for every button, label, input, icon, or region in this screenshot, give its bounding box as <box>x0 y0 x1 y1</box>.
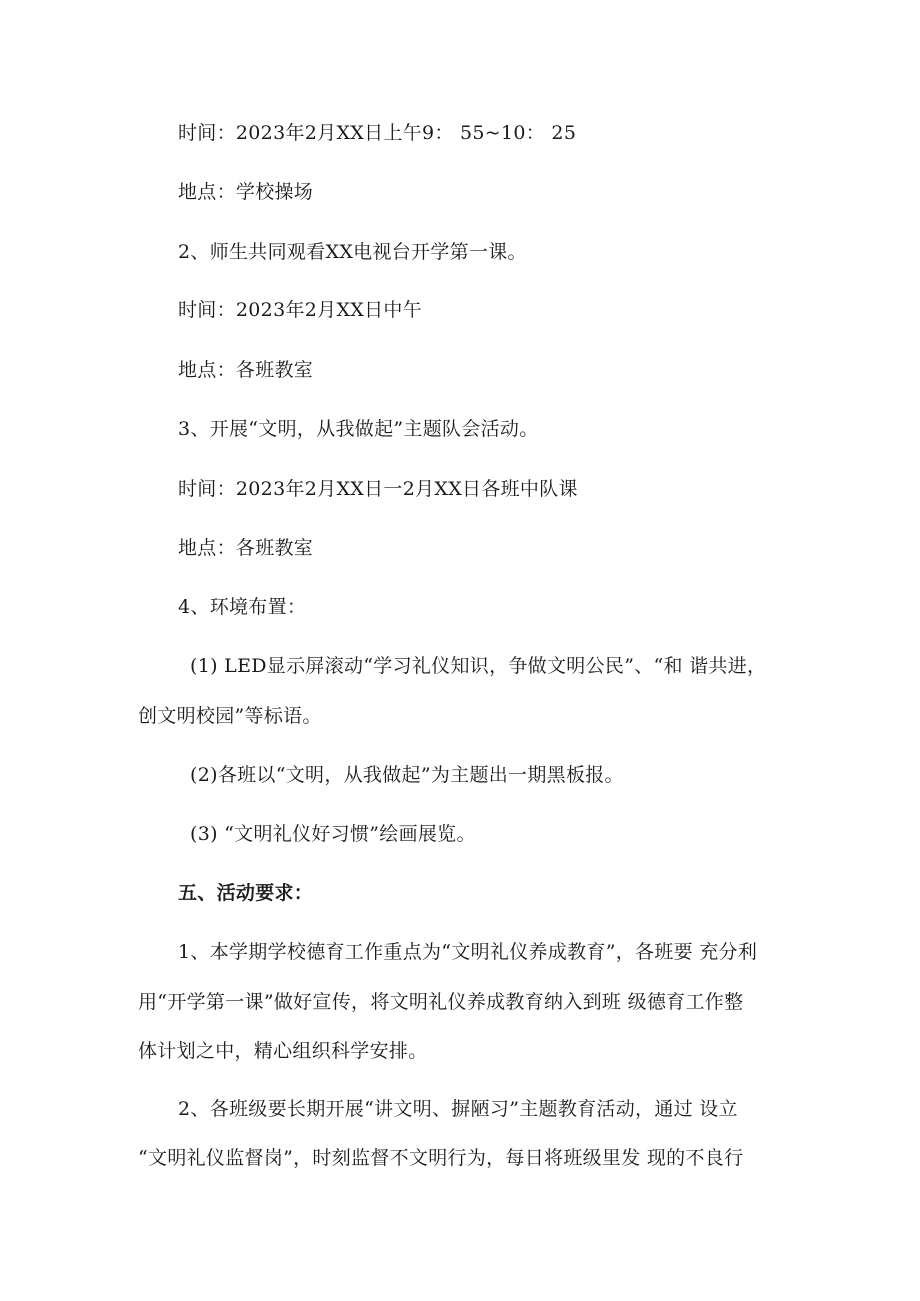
req-2-line-2: “文明礼仪监督岗”，时刻监督不文明行为，每日将班级里发 现的不良行 <box>138 1147 744 1169</box>
time-line-2: 时间：2023年2月XX日中午 <box>178 299 422 321</box>
time-line-1: 时间：2023年2月XX日上午9： 55~10： 25 <box>178 122 577 144</box>
req-1-line-2: 用“开学第一课”做好宣传，将文明礼仪养成教育纳入到班 级德育工作整 <box>138 991 744 1013</box>
req-2-line-1: 2、各班级要长期开展“讲文明、摒陋习”主题教育活动，通过 设立 <box>178 1098 738 1120</box>
location-line-1: 地点：学校操场 <box>178 181 314 203</box>
time-line-3: 时间：2023年2月XX日一2月XX日各班中队课 <box>178 478 578 500</box>
env-item-2: (2)各班以“文明，从我做起”为主题出一期黑板报。 <box>190 764 624 786</box>
item-4-title: 4、环境布置： <box>178 596 307 618</box>
item-3-title: 3、开展“文明，从我做起”主题队会活动。 <box>178 418 539 440</box>
req-1-line-1: 1、本学期学校德育工作重点为“文明礼仪养成教育”，各班要 充分利 <box>178 941 758 963</box>
env-item-1-line-2: 创文明校园”等标语。 <box>138 705 322 727</box>
req-1-line-3: 体计划之中，精心组织科学安排。 <box>138 1040 428 1062</box>
section-5-heading: 五、活动要求： <box>178 882 314 904</box>
env-item-1-line-1: (1) LED显示屏滚动“学习礼仪知识，争做文明公民”、“和 谐共进， <box>190 655 767 677</box>
env-item-3: (3) “文明礼仪好习惯”绘画展览。 <box>190 823 476 845</box>
location-line-2: 地点：各班教室 <box>178 359 314 381</box>
item-2-title: 2、师生共同观看XX电视台开学第一课。 <box>178 241 527 263</box>
location-line-3: 地点：各班教室 <box>178 537 314 559</box>
